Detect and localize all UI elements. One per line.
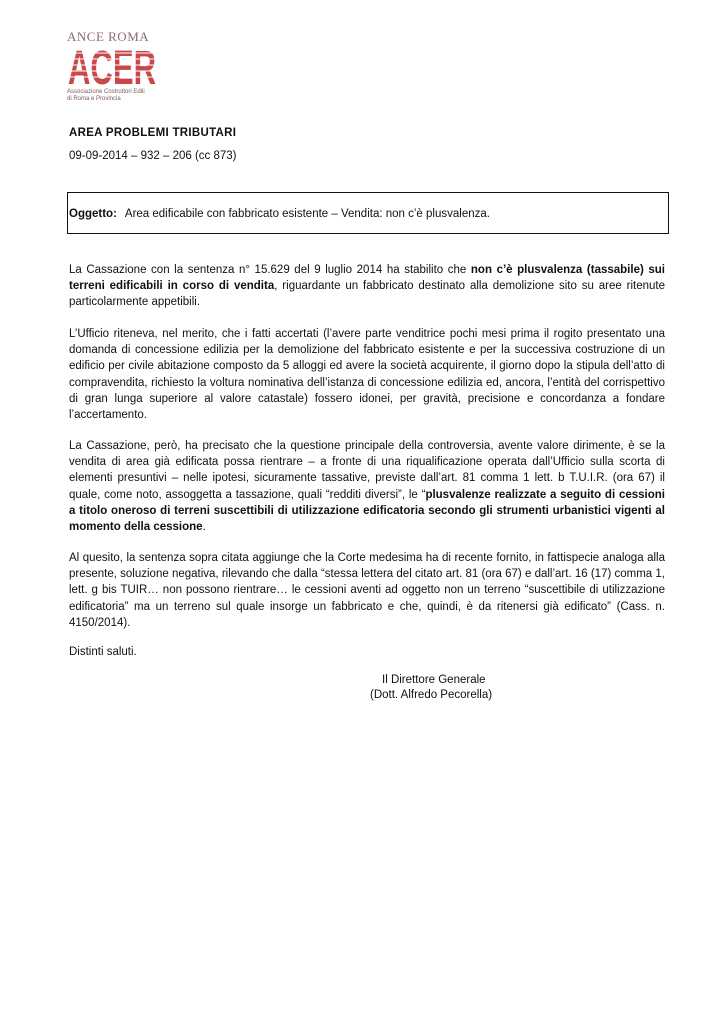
- logo-mark-text: ACER: [68, 44, 156, 88]
- subject-text: Area edificabile con fabbricato esistente – Vendita: non c’è plusvalenza.: [124, 208, 490, 220]
- subject-line: [69, 208, 490, 220]
- logo-subtitle-line1: Associazione Costruttori Edili: [67, 89, 145, 95]
- p3-text-a: La Cassazione, però, ha precisato che la questione principale della controversia, avente valore dirimente, è se la vendita di area già edificata possa rientrare – a fronte di una riqualificazione operata dall’Ufficio sulla scorta di elementi presuntivi – nelle ipotesi, sicuramente tassative, previste dall’art. 81 comma 1 lett. b T.U.I.R. (ora 67) il quale, come noto, assoggetta a tassazione, quali “redditi diversi”, le “: [69, 440, 665, 501]
- signature-role: Il Direttore Generale: [382, 674, 486, 686]
- logo-top-text: ANCE ROMA: [67, 29, 150, 44]
- signature-name: (Dott. Alfredo Pecorella): [370, 689, 493, 701]
- paragraph-3: [69, 438, 665, 535]
- p1-bold: non c’è plusvalenza (tassabile) sui terreni edificabili in corso di vendita: [69, 264, 665, 293]
- acer-logo: [67, 30, 159, 102]
- subject-box: [67, 192, 669, 234]
- p3-text-b: .: [202, 521, 206, 534]
- area-title: AREA PROBLEMI TRIBUTARI: [69, 127, 237, 139]
- document-reference: 09-09-2014 – 932 – 206 (cc 873): [69, 150, 237, 162]
- acer-wordmark-icon: [67, 44, 157, 88]
- subject-label: Oggetto:: [69, 208, 117, 220]
- logo-subtitle: [67, 89, 159, 102]
- paragraph-2: L’Ufficio riteneva, nel merito, che i fatti accertati (l’avere parte venditrice pochi mesi prima il rogito presentato una domanda di concessione edilizia per la demolizione del fabbricato esistente e per la successiva costruzione di un edificio per civile abitazione composto da 5 alloggi ed avere la società acquirente, il giorno dopo la stipula dell’atto di compravendita, richiesto la voltura nominativa dell’istanza di concessione edilizia ed, ancora, l’entità del corrispettivo di gran lunga superiore al valore catastale) fossero idonei, per gravità, precisione e concordanza a fondare l’accertamento.: [69, 328, 665, 422]
- closing-salutation: Distinti saluti.: [69, 646, 137, 658]
- logo-mark: [67, 44, 157, 88]
- logo-subtitle-line2: di Roma e Provincia: [67, 95, 121, 102]
- paragraph-4: Al quesito, la sentenza sopra citata aggiunge che la Corte medesima ha di recente fornito, in fattispecie analoga alla presente, soluzione negativa, rilevando che dalla “stessa lettera del citato art. 81 (ora 67) e dall’art. 16 (17) comma 1, lett. g bis TUIR… non possono rientrare… le cessioni aventi ad oggetto non un terreno “suscettibile di utilizzazione edificatoria” ma un terreno sul quale insorge un fabbricato e che, quindi, è da ritenersi già edificato” (Cass. n. 4150/2014).: [69, 552, 665, 629]
- p1-text-a: La Cassazione con la sentenza n° 15.629 del 9 luglio 2014 ha stabilito che: [69, 264, 471, 276]
- p1-text-b: , riguardante un fabbricato destinato alla demolizione sito su aree ritenute particolarmente appetibili.: [69, 280, 666, 309]
- paragraph-1: [69, 262, 665, 311]
- p3-bold: plusvalenze realizzate a seguito di cessioni a titolo oneroso di terreni suscettibili di utilizzazione edificatoria secondo gli strumenti urbanistici vigenti al momento della cessione: [69, 488, 665, 534]
